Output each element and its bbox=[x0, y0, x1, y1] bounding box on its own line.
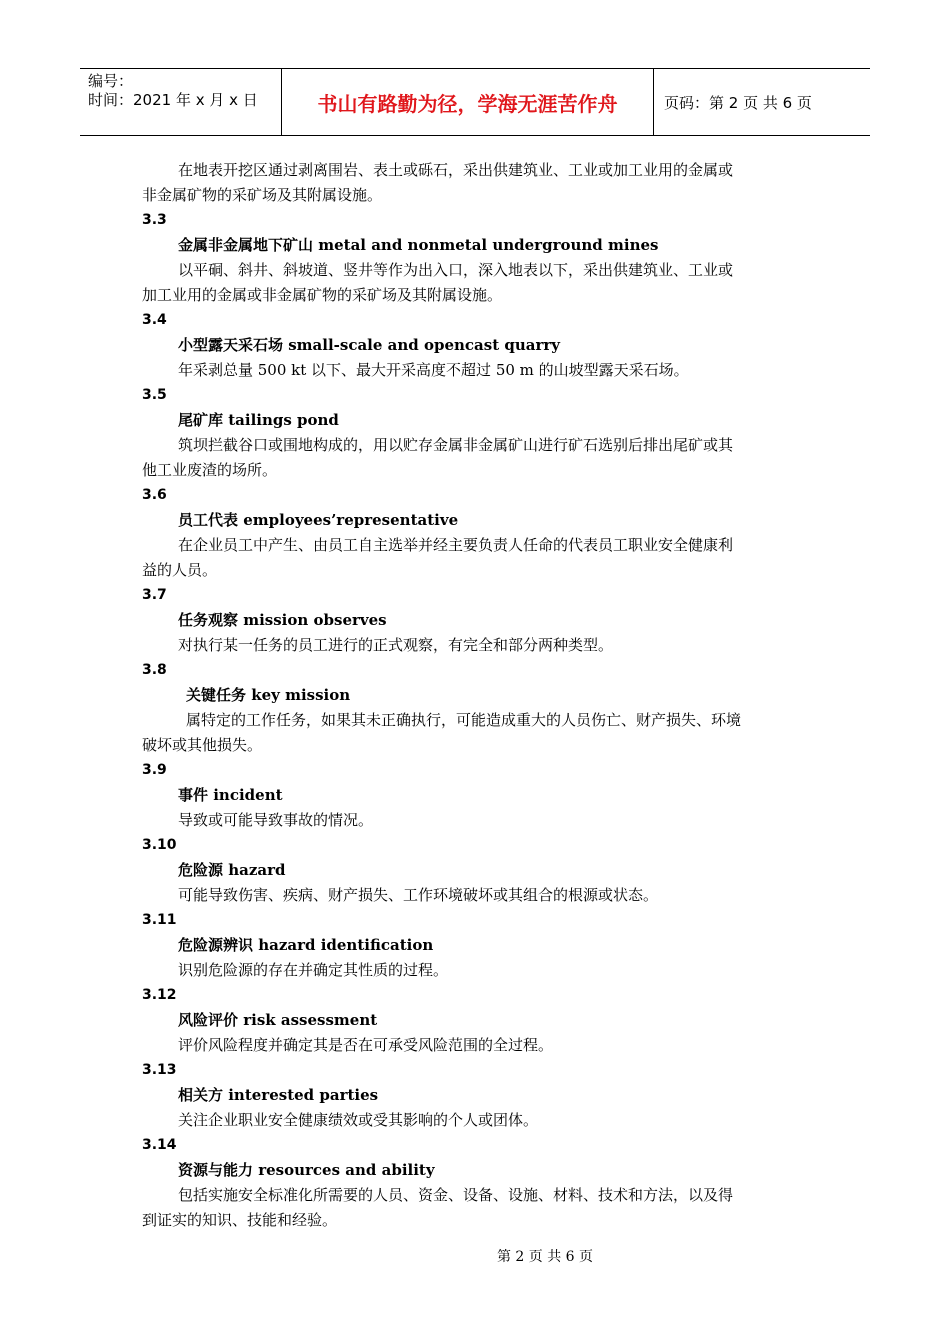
document-body bbox=[142, 158, 812, 1233]
paragraph-line: 包括实施安全标准化所需要的人员、资金、设备、设施、材料、技术和方法，以及得 bbox=[178, 1186, 734, 1204]
term-heading: 小型露天采石场 small-scale and opencast quarry bbox=[178, 336, 561, 354]
term-heading: 尾矿库 tailings pond bbox=[178, 411, 339, 429]
paragraph-line: 属特定的工作任务，如果其未正确执行，可能造成重大的人员伤亡、财产损失、环境 bbox=[186, 711, 742, 729]
term-heading: 资源与能力 resources and ability bbox=[178, 1161, 435, 1179]
paragraph-line: 关注企业职业安全健康绩效或受其影响的个人或团体。 bbox=[178, 1111, 539, 1129]
paragraph-line: 益的人员。 bbox=[142, 561, 218, 579]
section-number: 3.4 bbox=[142, 312, 167, 328]
paragraph-line: 在地表开挖区通过剥离围岩、表土或砾石，采出供建筑业、工业或加工业用的金属或 bbox=[178, 161, 734, 179]
term-heading: 关键任务 key mission bbox=[186, 686, 351, 704]
term-heading: 危险源辨识 hazard identification bbox=[178, 936, 434, 954]
paragraph-line: 加工业用的金属或非金属矿物的采矿场及其附属设施。 bbox=[142, 286, 503, 304]
section-number: 3.12 bbox=[142, 987, 177, 1003]
header-meta bbox=[80, 69, 282, 135]
term-heading: 事件 incident bbox=[178, 786, 283, 804]
term-heading: 危险源 hazard bbox=[178, 861, 286, 879]
section-number: 3.14 bbox=[142, 1137, 177, 1153]
paragraph-line: 可能导致伤害、疾病、财产损失、工作环境破坏或其组合的根源或状态。 bbox=[178, 886, 659, 904]
paragraph-line: 以平硐、斜井、斜坡道、竖井等作为出入口，深入地表以下，采出供建筑业、工业或 bbox=[178, 261, 734, 279]
term-heading: 相关方 interested parties bbox=[178, 1086, 379, 1104]
section-number: 3.10 bbox=[142, 837, 177, 853]
section-number: 3.6 bbox=[142, 487, 167, 503]
footer-page-number: 第 2 页 共 6 页 bbox=[496, 1249, 594, 1265]
paragraph-line: 在企业员工中产生、由员工自主选举并经主要负责人任命的代表员工职业安全健康利 bbox=[178, 536, 734, 554]
page-header bbox=[80, 68, 870, 136]
paragraph-line: 破坏或其他损失。 bbox=[142, 736, 263, 754]
paragraph-line: 他工业废渣的场所。 bbox=[142, 461, 278, 479]
paragraph-line: 到证实的知识、技能和经验。 bbox=[142, 1211, 338, 1229]
paragraph-line: 年采剥总量 500 kt 以下、最大开采高度不超过 50 m 的山坡型露天采石场。 bbox=[178, 361, 689, 379]
page-footer bbox=[0, 1246, 950, 1266]
header-page-info: 页码：第 2 页 共 6 页 bbox=[664, 93, 812, 112]
section-number: 3.13 bbox=[142, 1062, 177, 1078]
section-number: 3.11 bbox=[142, 912, 177, 928]
term-heading: 风险评价 risk assessment bbox=[178, 1011, 378, 1029]
paragraph-line: 筑坝拦截谷口或围地构成的，用以贮存金属非金属矿山进行矿石选别后排出尾矿或其 bbox=[178, 436, 734, 454]
paragraph-line: 识别危险源的存在并确定其性质的过程。 bbox=[178, 961, 449, 979]
term-heading: 金属非金属地下矿山 metal and nonmetal underground mines bbox=[178, 236, 659, 254]
paragraph-line: 非金属矿物的采矿场及其附属设施。 bbox=[142, 186, 383, 204]
paragraph-line: 导致或可能导致事故的情况。 bbox=[178, 811, 374, 829]
section-number: 3.5 bbox=[142, 387, 167, 403]
paragraph-line: 对执行某一任务的员工进行的正式观察，有完全和部分两种类型。 bbox=[178, 636, 614, 654]
term-heading: 任务观察 mission observes bbox=[178, 611, 387, 629]
section-number: 3.3 bbox=[142, 212, 167, 228]
section-number: 3.7 bbox=[142, 587, 167, 603]
section-number: 3.8 bbox=[142, 662, 167, 678]
term-heading: 员工代表 employees’representative bbox=[178, 511, 459, 529]
header-slogan: 书山有路勤为径，学海无涯苦作舟 bbox=[282, 69, 654, 135]
paragraph-line: 评价风险程度并确定其是否在可承受风险范围的全过程。 bbox=[178, 1036, 554, 1054]
date-label: 时间：2021 年 x 月 x 日 bbox=[88, 91, 258, 109]
section-number: 3.9 bbox=[142, 762, 167, 778]
code-label: 编号： bbox=[88, 72, 134, 90]
